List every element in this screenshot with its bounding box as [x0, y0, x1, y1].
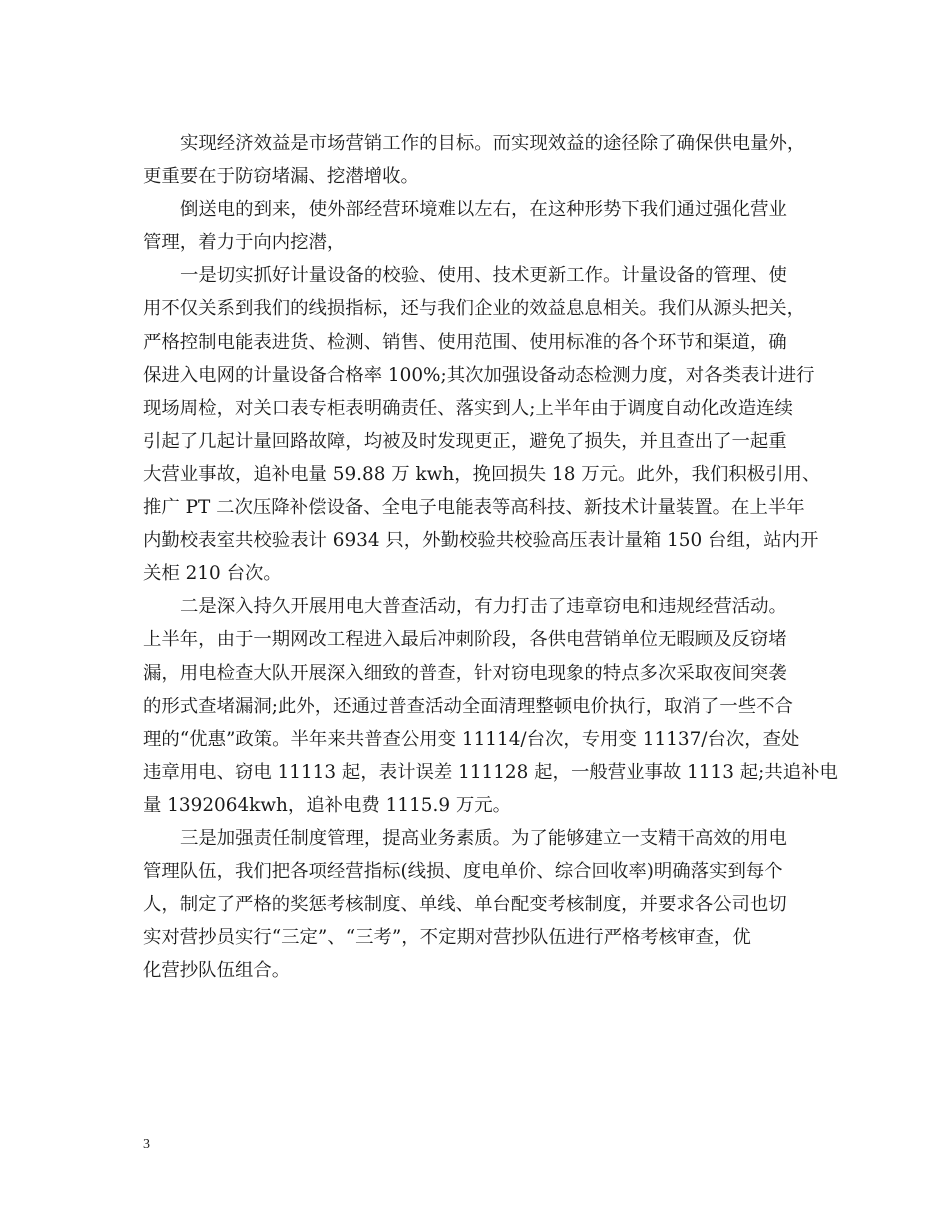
- text-line: 更重要在于防窃堵漏、挖潜增收。: [143, 166, 419, 188]
- text-line: 现场周检，对关口表专柜表明确责任、落实到人;上半年由于调度自动化改造连续: [143, 397, 793, 419]
- text-line: 一是切实抓好计量设备的校验、使用、技术更新工作。计量设备的管理、使: [180, 265, 787, 287]
- text-line: 量 1392064kwh，追补电费 1115.9 万元。: [143, 794, 512, 816]
- text-line: 管理，着力于向内挖潜，: [143, 232, 346, 254]
- text-line: 内勤校表室共校验表计 6934 只，外勤校验共校验高压表计量箱 150 台组，站内开: [143, 530, 819, 552]
- text-line: 二是深入持久开展用电大普查活动，有力打击了违章窃电和违规经营活动。: [180, 596, 787, 618]
- text-line: 漏，用电检查大队开展深入细致的普查，针对窃电现象的特点多次采取夜间突袭: [143, 662, 787, 684]
- document-body: [143, 127, 838, 987]
- paragraph-2: [143, 193, 810, 259]
- paragraph-4: [143, 590, 838, 822]
- paragraph-3: [143, 259, 821, 590]
- paragraph-1: [143, 127, 810, 193]
- text-line: 上半年，由于一期网改工程进入最后冲刺阶段，各供电营销单位无暇顾及反窃堵: [143, 629, 787, 651]
- text-line: 倒送电的到来，使外部经营环境难以左右，在这种形势下我们通过强化营业: [180, 199, 787, 221]
- text-line: 引起了几起计量回路故障，均被及时发现更正，避免了损失，并且查出了一起重: [143, 430, 787, 452]
- paragraph-5: [143, 822, 810, 987]
- text-line: 严格控制电能表进货、检测、销售、使用范围、使用标准的各个环节和渠道，确: [143, 331, 787, 353]
- text-line: 关柜 210 台次。: [143, 563, 282, 585]
- text-line: 三是加强责任制度管理，提高业务素质。为了能够建立一支精干高效的用电: [180, 827, 787, 849]
- text-line: 理的“优惠”政策。半年来共普查公用变 11114/台次，专用变 11137/台次，查处: [143, 728, 800, 750]
- text-line: 实对营抄员实行“三定”、“三考”，不定期对营抄队伍进行严格考核审查，优: [143, 927, 751, 949]
- text-line: 大营业事故，追补电量 59.88 万 kwh，挽回损失 18 万元。此外，我们积极引用、: [143, 463, 821, 485]
- text-line: 化营抄队伍组合。: [143, 960, 291, 982]
- text-line: 推广 PT 二次压降补偿设备、全电子电能表等高科技、新技术计量装置。在上半年: [143, 497, 805, 519]
- text-line: 违章用电、窃电 11113 起，表计误差 111128 起，一般营业事故 1113 起;共追补电: [143, 761, 838, 783]
- page-number: 3: [143, 1137, 150, 1152]
- text-line: 人，制定了严格的奖惩考核制度、单线、单台配变考核制度，并要求各公司也切: [143, 894, 787, 916]
- text-line: 的形式查堵漏洞;此外，还通过普查活动全面清理整顿电价执行，取消了一些不合: [143, 695, 793, 717]
- text-line: 实现经济效益是市场营销工作的目标。而实现效益的途径除了确保供电量外，: [180, 133, 806, 154]
- text-line: 保进入电网的计量设备合格率 100%;其次加强设备动态检测力度，对各类表计进行: [143, 364, 815, 386]
- text-line: 用不仅关系到我们的线损指标，还与我们企业的效益息息相关。我们从源头把关，: [143, 298, 806, 320]
- text-line: 管理队伍，我们把各项经营指标(线损、度电单价、综合回收率)明确落实到每个: [143, 861, 783, 883]
